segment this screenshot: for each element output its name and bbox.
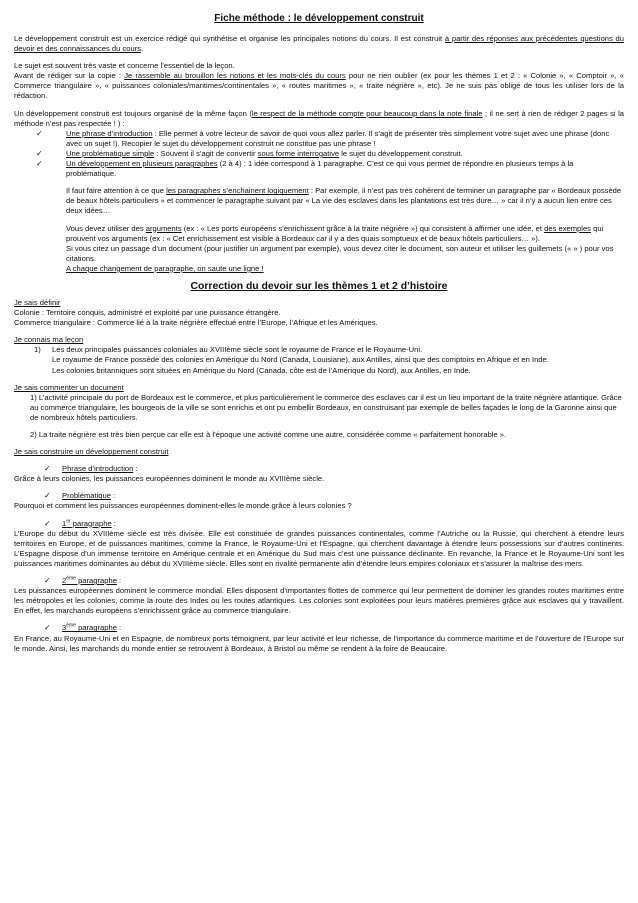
para-suffix: ème — [66, 622, 76, 629]
para-number: 2 — [62, 576, 67, 586]
para-number: 1 — [62, 518, 67, 528]
check-icon: ✓ — [44, 623, 51, 633]
item-label — [62, 576, 117, 585]
list-number: 1) — [34, 345, 41, 355]
check-icon: ✓ — [44, 518, 51, 528]
method-item-text: : Elle permet à votre lecteur de savoir de quoi vous allez parler. Il s’agit de présenter très simplement votre sujet avec une phrase (donc avec un sujet !). Recopier le sujet du développement construit ne constitue pas une phrase ! — [66, 128, 610, 148]
commenter-answer-1: 1) L’activité principale du port de Bordeaux est le commerce, et plus particulièrement le commerce des esclaves car il est un lieu important de la traite négrière atlantique. Grâce au commerce triangulaire, les bourgeois de la ville se sont enrichis et ont pu embellir Bordeaux, en construisant par exemple de belles façades le long de la Garonne ainsi que de nombreux hôtels particuliers. — [30, 392, 622, 422]
construire-prob-text: Pourquoi et comment les puissances européennes dominent-elles le monde grâce à leurs colonies ? — [14, 501, 352, 511]
section-title: Correction du devoir sur les thèmes 1 et 2 d’histoire — [190, 280, 448, 292]
note-text: Vous devez utiliser des — [66, 223, 146, 233]
label-colon: : — [111, 518, 116, 528]
lecon-heading: Je connais ma leçon — [14, 335, 84, 345]
para-number: 3 — [62, 623, 67, 633]
note-underlined: arguments — [145, 223, 182, 233]
para-suffix: er — [66, 518, 71, 525]
check-icon: ✓ — [36, 159, 43, 169]
note-text: : Par exemple, il n’est pas très cohérent de terminer un paragraphe par « Bordeaux possède de beaux hôtels particuliers » et commencer le paragraphe suivant par « La vie des esclaves dans les plantations est très dure… » car il n’y a aucun lien entre ces deux idées… — [66, 186, 622, 216]
note-underlined: les paragraphes s’enchainent logiquement — [166, 186, 309, 196]
method-item-introduction — [14, 129, 624, 149]
construire-para2-label — [14, 576, 624, 586]
intro-paragraph-4 — [14, 109, 624, 129]
para-suffix: ème — [66, 575, 76, 582]
method-item-text: (2 à 4) : 1 idée correspond à 1 paragraphe. C’est ce qui vous permet de répondre en plusieurs temps à la problématique. — [66, 159, 574, 179]
intro-paragraph-2: Le sujet est souvent très vaste et concerne l’essentiel de la leçon. — [14, 61, 235, 71]
commenter-answer-2: 2) La traite négrière est très bien perçue car elle est à l’époque une activité comme une autre, considérée comme « parfaitement honorable ». — [30, 430, 507, 439]
intro-text: ; il ne sert à rien de rédiger 2 pages si la méthode n’est pas respectée ! ) : — [14, 108, 625, 128]
label-colon: : — [110, 491, 116, 501]
para-label: paragraphe — [75, 576, 117, 586]
definir-heading: Je sais définir — [14, 297, 61, 307]
method-item-underlined: sous forme interrogative — [257, 148, 340, 158]
lecon-text: Les deux principales puissances coloniales au XVIIIème siècle sont le royaume de France et le Royaume-Uni. — [52, 345, 423, 355]
para-label: paragraphe — [75, 623, 117, 633]
item-label — [62, 519, 112, 528]
label-colon: : — [116, 623, 122, 633]
label-colon: : — [116, 576, 122, 586]
para-label: paragraphe — [70, 518, 112, 528]
definition-commerce-triangulaire: Commerce triangulaire : Commerce lié à la traite négrière effectué entre l’Europe, l’Afrique et les Amériques. — [14, 318, 378, 328]
intro-text: . — [141, 44, 144, 54]
construire-prob-label — [14, 491, 624, 501]
method-item-text: le sujet du développement construit. — [339, 148, 463, 158]
note-text: qui prouvent vos arguments (ex : « Cet enrichissement est visible à Bordeaux car il y a des quais somptueux et de beaux hôtels particuliers… »). — [66, 223, 604, 243]
check-icon: ✓ — [44, 491, 51, 501]
intro-underlined: le respect de la méthode compte pour beaucoup dans la note finale — [251, 108, 483, 118]
construire-heading: Je sais construire un développement construit — [14, 447, 169, 457]
intro-text: pour ne rien oublier (ex pour les thèmes 1 et 2 : « Colonie », « Comptoir », « Commerce triangulaire », « puissances coloniales/maritimes/continentales », « routes maritimes », « traite négrière », etc). Je ne suis pas obligé de tous les utiliser lors de la rédaction. — [14, 71, 624, 101]
intro-paragraph-1 — [14, 34, 624, 54]
label-colon: : — [133, 464, 138, 474]
lecon-item-1 — [14, 345, 624, 355]
method-item-label: Une phrase d’introduction — [66, 128, 153, 138]
item-label: Problématique — [62, 491, 111, 501]
note-text: (ex : « Les ports européens s’enrichissent grâce à la traite négrière ») qui consistent à affirmer une idée, et — [181, 223, 545, 233]
method-note-enchainement — [14, 186, 624, 216]
method-note-citations: Si vous citez un passage d’un document (pour justifier un argument par exemple), vous devez citer le document, son auteur et utiliser les guillemets (« » ) pour vos citations. — [66, 243, 614, 263]
definition-colonie: Colonie : Territoire conquis, administré et exploité par une puissance étrangère. — [14, 308, 281, 318]
construire-para2-text: Les puissances européennes dominent le commerce mondial. Elles disposent d’importantes flottes de commerce qui leur permettent de dominer les grandes routes maritimes entre les métropoles et les colonies, comme la route des Indes ou les routes atlantiques. Les colonies sont exploitées pour leurs matières premières grâce aux esclaves qui y travaillent. En effet, les marchands européens s’enrichissent grâce au commerce triangulaire. — [14, 586, 624, 616]
construire-para1-text: L’Europe du début du XVIIIème siècle est très divisée. Elle est constituée de grandes puissances continentales, comme l’Autriche ou la Russie, qui cherchent à étendre leurs territoires en Europe, et de puissances maritimes, comme la France, le Royaume-Uni et l’Espagne, qui cherchent davantage à étendre leurs possessions sur d’autres continents. L’Espagne dispose d’un immense territoire en Amérique centrale et en Amérique du Sud mais c’est une puissance déclinante. En revanche, la France et le Royaume-Uni sont les puissances maritimes dominantes au début du XVIIIème siècle. Elles sont en rivalité permanente afin d’étendre leurs empires coloniaux et s’assurer la maîtrise des mers. — [14, 528, 624, 568]
construire-para3-text: En France, au Royaume-Uni et en Espagne, de nombreux ports témoignent, par leur activité et leur richesse, de l’importance du commerce maritime et de l’ouverture de l’Europe sur le monde. Ainsi, les marchands du monde entier se retrouvent à Bordeaux, à Bristol ou même se rendent à la foire de Beaucaire. — [14, 633, 624, 653]
intro-text: Un développement construit est toujours organisé de la même façon ( — [14, 108, 252, 118]
intro-underlined: Je rassemble au brouillon les notions et les mots-clés du cours — [124, 71, 346, 81]
method-item-text: : Souvent il s’agit de convertir — [154, 148, 258, 158]
method-item-problematique — [14, 149, 624, 159]
construire-para1-label — [14, 519, 624, 529]
intro-underlined: à partir des réponses aux précédentes questions du devoir et des connaissances du cours — [14, 34, 624, 54]
intro-text: Le développement construit est un exercice rédigé qui synthétise et organise les principales notions du cours. Il est construit — [14, 34, 445, 43]
page-title: Fiche méthode : le développement construit — [214, 13, 424, 24]
method-note-saut-ligne: A chaque changement de paragraphe, on saute une ligne ! — [66, 263, 264, 273]
item-label — [62, 623, 117, 632]
note-underlined: des exemples — [544, 223, 591, 233]
check-icon: ✓ — [44, 576, 51, 586]
method-item-developpement — [14, 159, 624, 179]
method-item-label: Un développement en plusieurs paragraphes — [66, 159, 218, 169]
intro-paragraph-3 — [14, 71, 624, 101]
note-text: Il faut faire attention à ce que — [66, 186, 167, 196]
construire-intro-text: Grâce à leurs colonies, les puissances européennes dominent le monde au XVIIIème siècle. — [14, 474, 325, 484]
check-icon: ✓ — [36, 148, 43, 158]
commenter-heading: Je sais commenter un document — [14, 382, 124, 392]
method-note-arguments — [14, 224, 624, 244]
lecon-france: Le royaume de France possède des colonies en Amérique du Nord (Canada, Louisiane), aux Antilles, ainsi que des comptoirs en Afrique et en Inde. — [52, 355, 549, 365]
construire-para3-label — [14, 623, 624, 633]
check-icon: ✓ — [36, 128, 43, 138]
item-label: Phrase d’introduction — [62, 464, 134, 474]
lecon-royaume-uni: Les colonies britanniques sont situées en Amérique du Nord (Canada, côte est de l’Amérique du Nord), aux Antilles, en Inde. — [52, 365, 471, 375]
construire-intro-label — [14, 464, 624, 474]
check-icon: ✓ — [44, 464, 51, 474]
intro-text: Avant de rédiger sur la copie : — [14, 71, 125, 81]
method-item-label: Une problématique simple — [66, 148, 155, 158]
